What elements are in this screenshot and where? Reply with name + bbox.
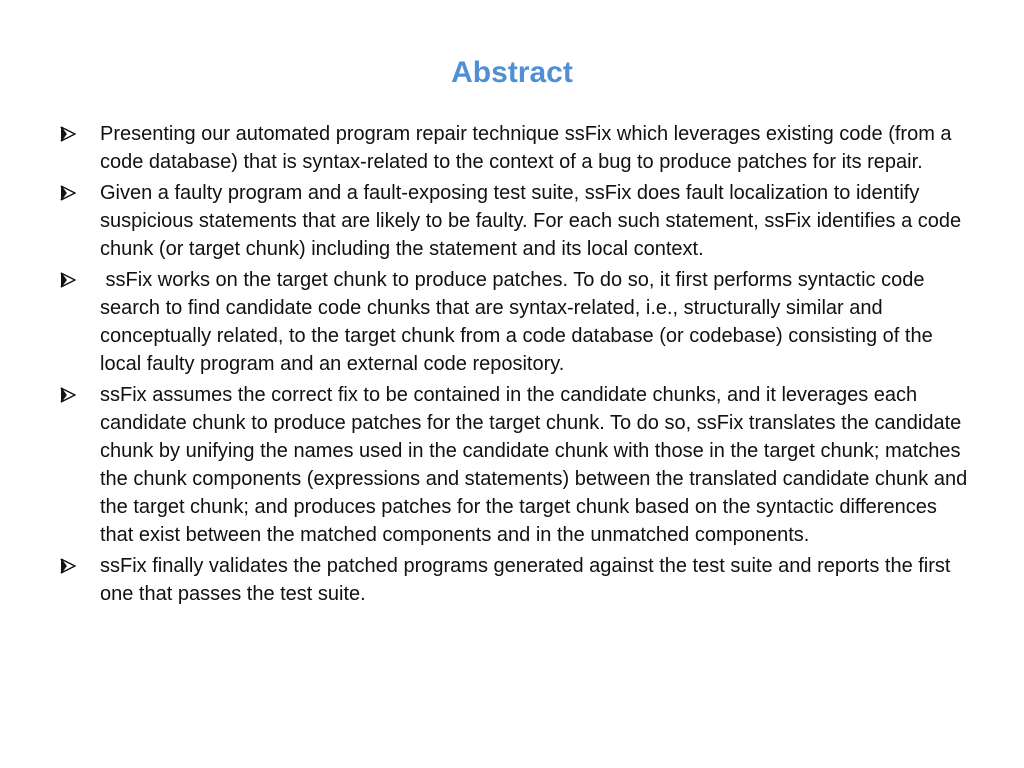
arrow-bullet-icon <box>60 558 76 574</box>
bullet-text: ssFix assumes the correct fix to be contained in the candidate chunks, and it leverages each candidate chunk to produce patches for the target chunk. To do so, ssFix translates the candidate chunk by unifying the names used in the candidate chunk with those in the target chunk; matches the chunk components (expressions and statements) between the translated candidate chunk and the target chunk; and produces patches for the target chunk based on the syntactic differences that exist between the matched components and in the unmatched components. <box>100 384 968 546</box>
arrow-bullet-icon <box>60 185 76 201</box>
bullet-item <box>60 179 970 263</box>
bullet-list <box>60 120 970 611</box>
bullet-item <box>60 381 970 549</box>
bullet-text: ssFix works on the target chunk to produce patches. To do so, it first performs syntactic code search to find candidate code chunks that are syntax-related, i.e., structurally similar and conceptually related, to the target chunk from a code database (or codebase) consisting of the local faulty program and an external code repository. <box>100 269 933 375</box>
arrow-bullet-icon <box>60 272 76 288</box>
bullet-text: Given a faulty program and a fault-exposing test suite, ssFix does fault localization to identify suspicious statements that are likely to be faulty. For each such statement, ssFix identifies a code chunk (or target chunk) including the statement and its local context. <box>100 182 962 260</box>
slide-title: Abstract <box>451 56 573 89</box>
arrow-bullet-icon <box>60 126 76 142</box>
arrow-bullet-icon <box>60 387 76 403</box>
bullet-text: ssFix finally validates the patched programs generated against the test suite and reports the first one that passes the test suite. <box>100 555 951 605</box>
bullet-item <box>60 266 970 378</box>
bullet-text: Presenting our automated program repair technique ssFix which leverages existing code (from a code database) that is syntax-related to the context of a bug to produce patches for its repair. <box>100 123 952 173</box>
bullet-item <box>60 120 970 176</box>
bullet-item <box>60 552 970 608</box>
